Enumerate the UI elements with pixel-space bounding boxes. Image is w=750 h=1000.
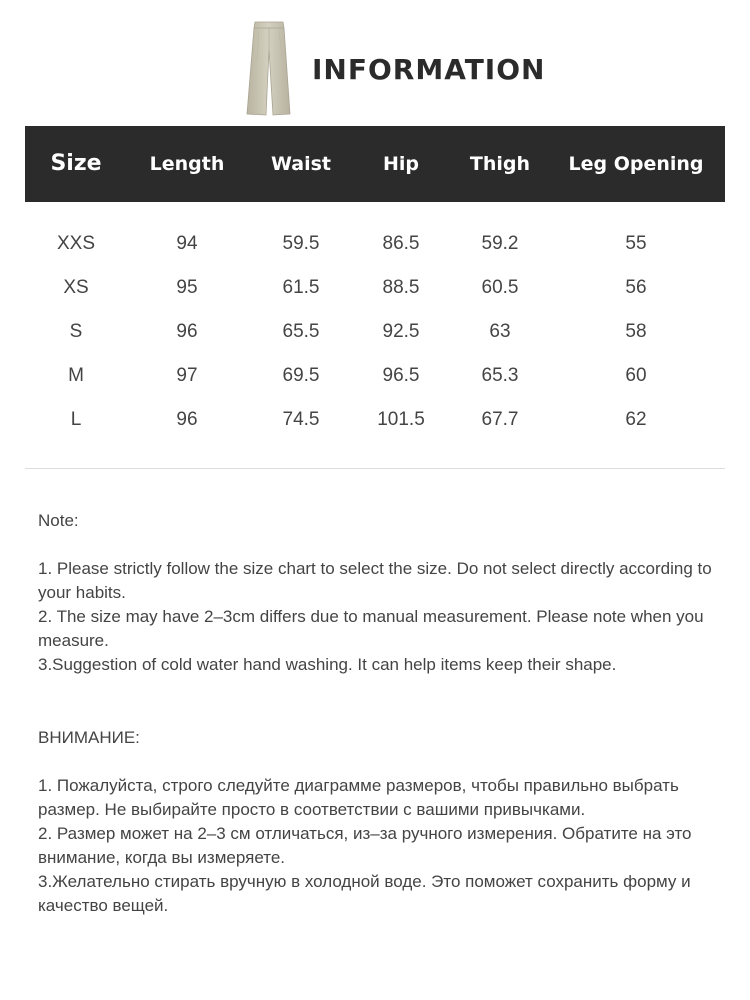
note-item: 2. Размер может на 2–3 см отличаться, из–за ручного измерения. Обратите на это внимание, когда вы измеряете.	[38, 824, 692, 867]
notes-russian	[38, 726, 718, 918]
cell-thigh: 65.3	[481, 365, 519, 386]
notes-english	[38, 509, 718, 677]
cell-hip: 101.5	[377, 409, 425, 430]
cell-length: 95	[176, 277, 198, 298]
cell-thigh: 67.7	[481, 409, 519, 430]
cell-hip: 88.5	[382, 277, 420, 298]
column-header-thigh: Thigh	[469, 153, 531, 175]
cell-thigh: 63	[489, 321, 511, 342]
cell-leg-opening: 62	[625, 409, 647, 430]
cell-thigh: 59.2	[481, 233, 519, 254]
cell-leg-opening: 58	[625, 321, 647, 342]
note-item: 2. The size may have 2–3cm differs due to manual measurement. Please note when you measure.	[38, 607, 704, 650]
cell-length: 96	[176, 321, 198, 342]
column-header-waist: Waist	[270, 153, 332, 175]
note-item: 3.Желательно стирать вручную в холодной воде. Это поможет сохранить форму и качество вещей.	[38, 872, 691, 915]
cell-hip: 92.5	[382, 321, 420, 342]
cell-hip: 86.5	[382, 233, 420, 254]
cell-waist: 59.5	[282, 233, 320, 254]
column-header-hip: Hip	[382, 153, 420, 175]
cell-waist: 65.5	[282, 321, 320, 342]
cell-length: 97	[176, 365, 198, 386]
info-header	[0, 0, 750, 126]
cell-thigh: 60.5	[481, 277, 519, 298]
cell-size: S	[69, 321, 83, 342]
page-title: INFORMATION	[312, 53, 546, 86]
wide-leg-pants-icon	[238, 20, 300, 118]
note-item: 3.Suggestion of cold water hand washing. It can help items keep their shape.	[38, 655, 617, 674]
note-item: 1. Please strictly follow the size chart to select the size. Do not select directly according to your habits.	[38, 559, 712, 602]
cell-leg-opening: 60	[625, 365, 647, 386]
notes-heading: ВНИМАНИЕ:	[38, 728, 140, 747]
table-row	[25, 222, 725, 266]
cell-size: L	[70, 409, 82, 430]
size-table-header	[25, 126, 725, 202]
cell-length: 96	[176, 409, 198, 430]
table-row	[25, 398, 725, 442]
section-divider	[25, 468, 725, 469]
cell-waist: 61.5	[282, 277, 320, 298]
cell-size: XXS	[56, 233, 96, 254]
size-table-body	[25, 202, 725, 468]
cell-leg-opening: 56	[625, 277, 647, 298]
cell-waist: 69.5	[282, 365, 320, 386]
note-item: 1. Пожалуйста, строго следуйте диаграмме размеров, чтобы правильно выбрать размер. Не выбирайте просто в соответствии с вашими привычками.	[38, 776, 679, 819]
notes-heading: Note:	[38, 511, 79, 530]
cell-length: 94	[176, 233, 198, 254]
table-row	[25, 354, 725, 398]
cell-size: XS	[63, 277, 89, 298]
cell-leg-opening: 55	[625, 233, 647, 254]
column-header-length: Length	[149, 153, 225, 175]
cell-hip: 96.5	[382, 365, 420, 386]
table-row	[25, 310, 725, 354]
cell-waist: 74.5	[282, 409, 320, 430]
column-header-leg-opening: Leg Opening	[568, 153, 704, 175]
column-header-size: Size	[50, 151, 102, 176]
table-row	[25, 266, 725, 310]
cell-size: M	[68, 365, 84, 386]
